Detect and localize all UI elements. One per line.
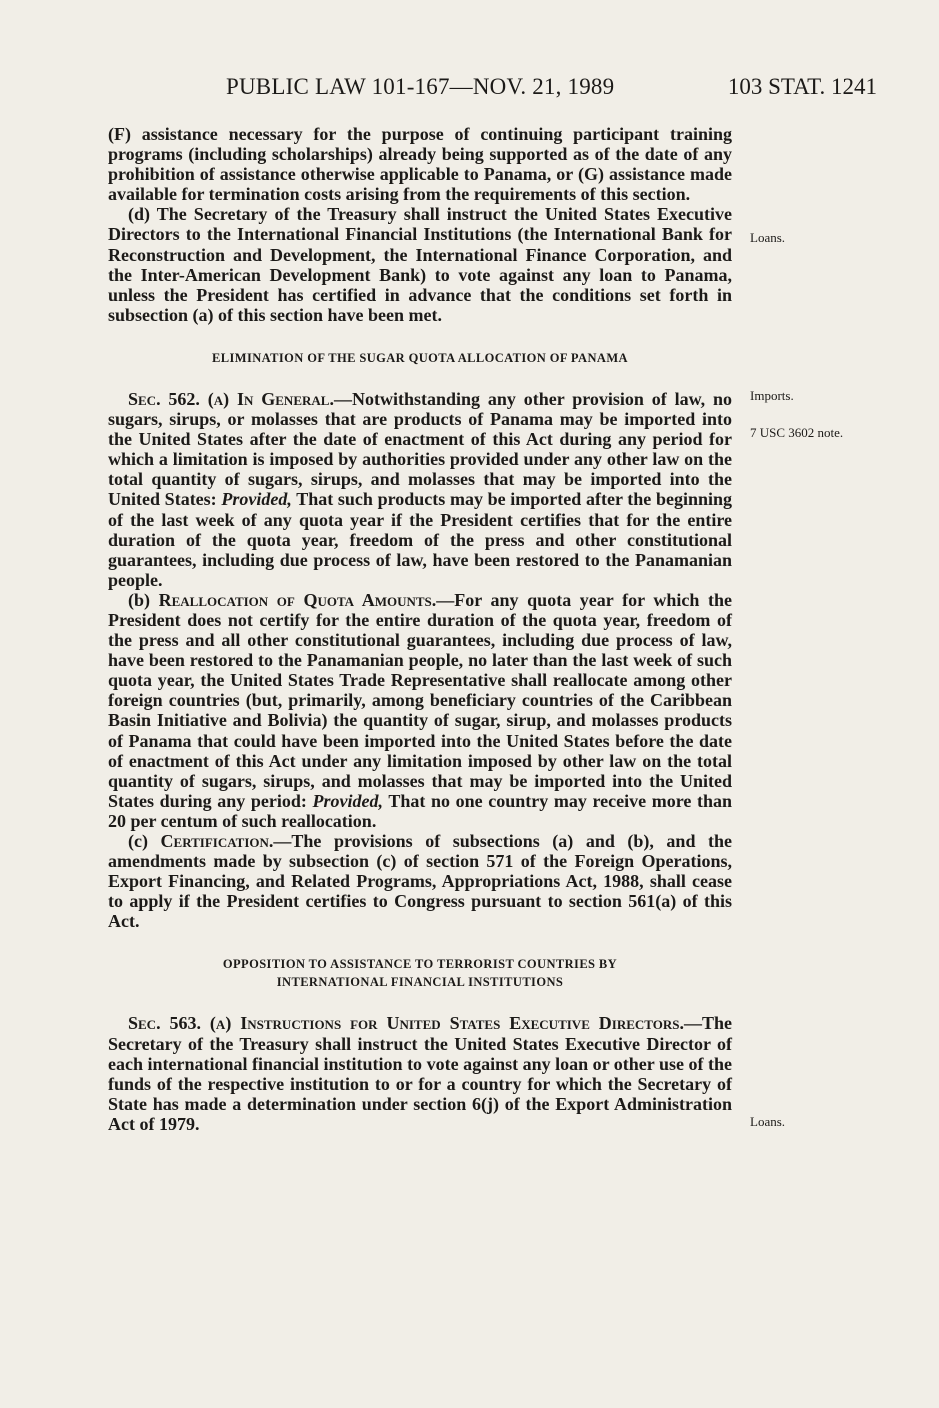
margin-note-loans-2: Loans. [750,1114,786,1129]
margin-note-usc-citation: 7 USC 3602 note. [750,425,844,440]
paragraph-sec-562-c: (c) Certification.—The provisions of subsections (a) and (b), and the amendments made by subsection (c) of section 571 of the Foreign Operations, Export Financing, and Related Programs, Appropriations Act, 1988, shall cease to apply if the President certifies to Congress pursuant to section 561(a) of this Act. [108,831,732,932]
subsection-title: In General [237,388,330,409]
paragraph-f-g: (F) assistance necessary for the purpose of continuing participant training programs (including scholarships) already being supported as of the date of any prohibition of assistance otherwise applicable to Panama, or (G) assistance made available for termination costs arising from the requirements of this section. [108,124,732,205]
running-header-title: PUBLIC LAW 101-167—NOV. 21, 1989 [226,74,615,99]
margin-note-imports: Imports. [750,388,794,403]
paragraph-sec-562-a: Sec. 562. (a) In General.—Notwithstanding any other provision of law, no sugars, sirups, or molasses that are products of Panama may be imported into the United States after the date of enactment of this Act during any period for which a limitation is imposed by authorities provided under any other law on the total quantity of sugars, sirups, and molasses that may be imported into the United States: Provided, That such products may be imported after the beginning of the last week of any quota year if the President certifies that for the entire duration of the quota year, freedom of the press and other constitutional guarantees, including due process of law, have been restored to the Panamanian people. [108,388,732,590]
margin-note-loans: Loans. [750,230,786,245]
section-heading-terrorist-countries: OPPOSITION TO ASSISTANCE TO TERRORIST COUNTRIES BY INTERNATIONAL FINANCIAL INSTITUTIONS [222,957,618,990]
section-heading-sugar-quota: ELIMINATION OF THE SUGAR QUOTA ALLOCATION OF PANAMA [212,350,628,365]
subsection-title: Instructions for United States Executive Directors [240,1013,680,1034]
provided-term: Provided, [221,489,292,510]
subsection-title: Certification [160,831,269,851]
body-text [108,124,732,1134]
paragraph-sec-563-a: Sec. 563. (a) Instructions for United States Executive Directors.—The Secretary of the Treasury shall instruct the United States Executive Director of each international financial institution to vote against any loan or other use of the funds of the respective institution to or for a country for which the Secretary of State has made a determination under section 6(j) of the Export Administration Act of 1979. [108,1013,732,1134]
provided-term: Provided, [312,790,384,811]
section-number: Sec. 563. (a) [128,1013,241,1034]
section-number: Sec. 562. (a) [128,388,238,409]
paragraph-sec-562-b: (b) Reallocation of Quota Amounts.—For any quota year for which the President does not certify for the entire duration of the quota year, freedom of the press and all other constitutional guarantees, including due process of law, have been restored to the Panamanian people, no later than the last week of such quota year, the United States Trade Representative shall reallocate among other foreign countries (but, primarily, among beneficiary countries of the Caribbean Basin Initiative and Bolivia) the quantity of sugar, sirup, and molasses products of Panama that could have been imported into the United States before the date of enactment of this Act under any limitation imposed by other law on the total quantity of sugars, sirups, and molasses that may be imported into the United States during any period: Provided, That no one country may receive more than 20 per centum of such reallocation. [108,589,732,831]
page-stat-number: 103 STAT. 1241 [727,74,877,99]
subsection-title: Reallocation of Quota Amounts [158,589,432,610]
paragraph-d: (d) The Secretary of the Treasury shall instruct the United States Executive Directors to the International Financial Institutions (the International Bank for Reconstruction and Development, the International Finance Corporation, and the Inter-American Development Bank) to vote against any loan to Panama, unless the President has certified in advance that the conditions set forth in subsection (a) of this section have been met. [108,204,732,325]
